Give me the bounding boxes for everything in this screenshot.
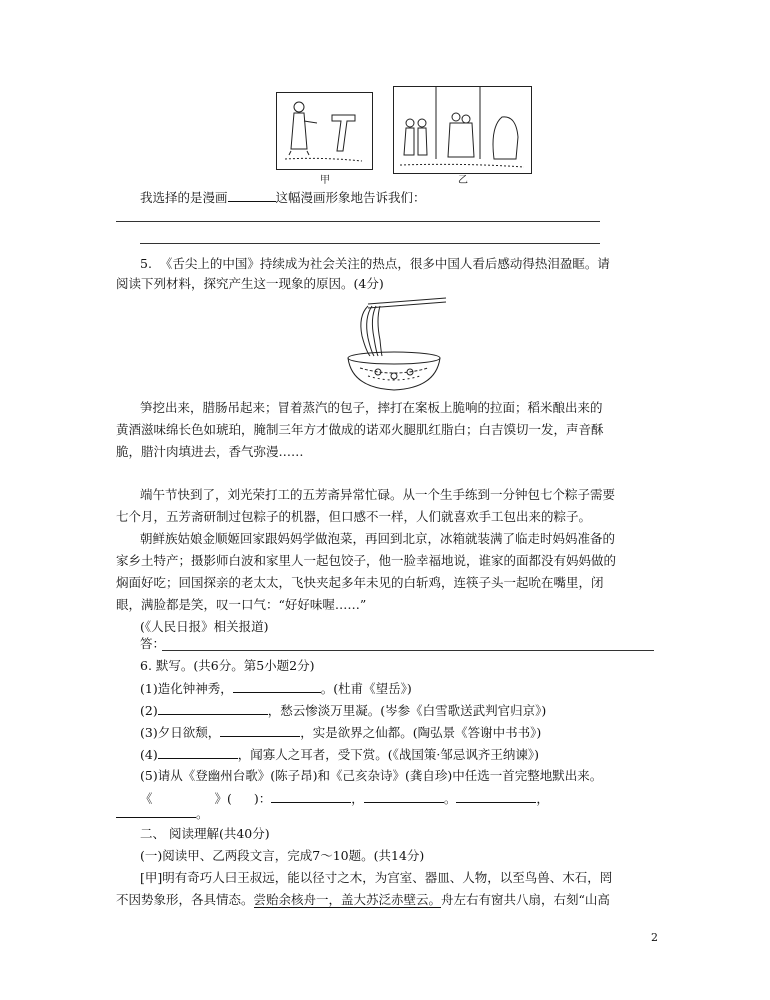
source-note: (《人民日报》相关报道) — [140, 619, 269, 634]
q6-poem-blank-2[interactable] — [364, 790, 444, 803]
para2-line-2: 七个月，五芳斋研制过包粽子的机器，但口感不一样，人们就喜欢手工包出来的粽子。 — [116, 509, 592, 524]
answer-line[interactable] — [162, 650, 654, 651]
q6-blank-1[interactable] — [233, 680, 321, 693]
q4-choice-line — [140, 189, 426, 206]
q6-poem-blank-1[interactable] — [271, 790, 351, 803]
noodle-bowl-drawing — [338, 296, 450, 396]
q6-blank-2[interactable] — [158, 702, 268, 715]
section-2-heading: 二、 阅读理解(共40分) — [140, 826, 270, 841]
q6-blank-4[interactable] — [158, 746, 238, 759]
q6-blank-3[interactable] — [220, 724, 300, 737]
cartoon-yi — [393, 86, 532, 174]
q6-item-4: (4) ，闻寡人之耳者，受下赏。(《战国策·邹忌讽齐王纳谏》) — [140, 747, 539, 762]
para1-line-1: 笋挖出来，腊肠吊起来；冒着蒸汽的包子，摔打在案板上脆响的拉面；稻米酿出来的 — [140, 400, 603, 415]
q6-author-blank[interactable] — [232, 791, 254, 803]
q6-poem-blank-4[interactable] — [116, 805, 196, 818]
para3-line-2: 家乡土特产；摄影师白波和家里人一起包饺子，他一脸幸福地说，谁家的面都没有妈妈做的 — [116, 553, 617, 568]
cartoon-yi-label: 乙 — [458, 175, 468, 186]
cartoon-yi-drawing — [394, 87, 531, 173]
q4-post: 这幅漫画形象地告诉我们： — [275, 190, 426, 205]
q4-pre: 我选择的是漫画 — [140, 190, 228, 205]
para3-line-1: 朝鲜族姑娘金顺姬回家跟妈妈学做泡菜，再回到北京，冰箱就装满了临走时妈妈准备的 — [140, 531, 616, 546]
para1-line-3: 脆，腊汁肉填进去，香气弥漫…… — [116, 444, 304, 459]
page-number: 2 — [651, 931, 658, 944]
jia-line-1: [甲]明有奇巧人曰王叔远，能以径寸之木，为宫室、器皿、人物，以至鸟兽、木石，罔 — [140, 870, 613, 885]
q4-answer-line-2[interactable] — [140, 243, 600, 244]
cartoon-jia — [276, 92, 373, 170]
q6-item-1: (1)造化钟神秀， 。(杜甫《望岳》) — [140, 681, 412, 696]
para3-line-4: 眼，满脸都是笑，叹一口气：“好好味喔……” — [116, 597, 367, 612]
cartoon-jia-drawing — [277, 93, 372, 169]
para3-line-3: 焖面好吃；回国探亲的老太太，飞快夹起多年未见的白斩鸡，连筷子头一起吮在嘴里，闭 — [116, 575, 604, 590]
subsection-1-heading: (一)阅读甲、乙两段文言，完成7～10题。(共14分) — [140, 848, 425, 863]
q6-item-5-answer-cont: 。 — [116, 805, 209, 822]
q6-item-5: (5)请从《登幽州台歌》(陈子昂)和《己亥杂诗》(龚自珍)中任选一首完整地默出来。 — [140, 768, 603, 783]
q6-item-3: (3)夕日欲颓， ，实是欲界之仙都。(陶弘景《答谢中书书》) — [140, 725, 542, 740]
q5-number: 5. — [140, 256, 152, 271]
para2-line-1: 端午节快到了，刘光荣打工的五芳斋异常忙碌。从一个生手练到一分钟包七个粽子需要 — [140, 487, 616, 502]
q6-poem-blank-3[interactable] — [456, 790, 536, 803]
q4-answer-line-1[interactable] — [116, 221, 600, 222]
q4-choice-blank[interactable] — [228, 189, 276, 202]
q6-title: 6. 默写。(共6分。第5小题2分) — [140, 658, 315, 673]
noodle-bowl-illustration — [338, 296, 450, 396]
answer-label: 答： — [140, 636, 166, 651]
cartoon-jia-label: 甲 — [320, 175, 330, 186]
para1-line-2: 黄酒滋味绵长色如琥珀，腌制三年方才做成的诺邓火腿肌红脂白；白吉馍切一发，声音酥 — [116, 422, 604, 437]
q6-item-2: (2) ，愁云惨淡万里凝。(岑参《白雪歌送武判官归京》) — [140, 703, 547, 718]
underlined-sentence: 尝贻余核舟一，盖大苏泛赤壁云。 — [253, 892, 442, 907]
q5-line-2: 阅读下列材料，探究产生这一现象的原因。(4分) — [116, 276, 384, 291]
q6-item-5-answer: 《 》( )： ， 。 ， — [140, 791, 549, 806]
q6-title-blank[interactable] — [153, 791, 215, 803]
jia-line-2: 不因势象形，各具情态。尝贻余核舟一，盖大苏泛赤壁云。舟左右有窗共八扇，右刻“山高 — [116, 892, 610, 907]
q5-line-1: 5. 《舌尖上的中国》持续成为社会关注的热点，很多中国人看后感动得热泪盈眶。请 — [140, 256, 610, 271]
